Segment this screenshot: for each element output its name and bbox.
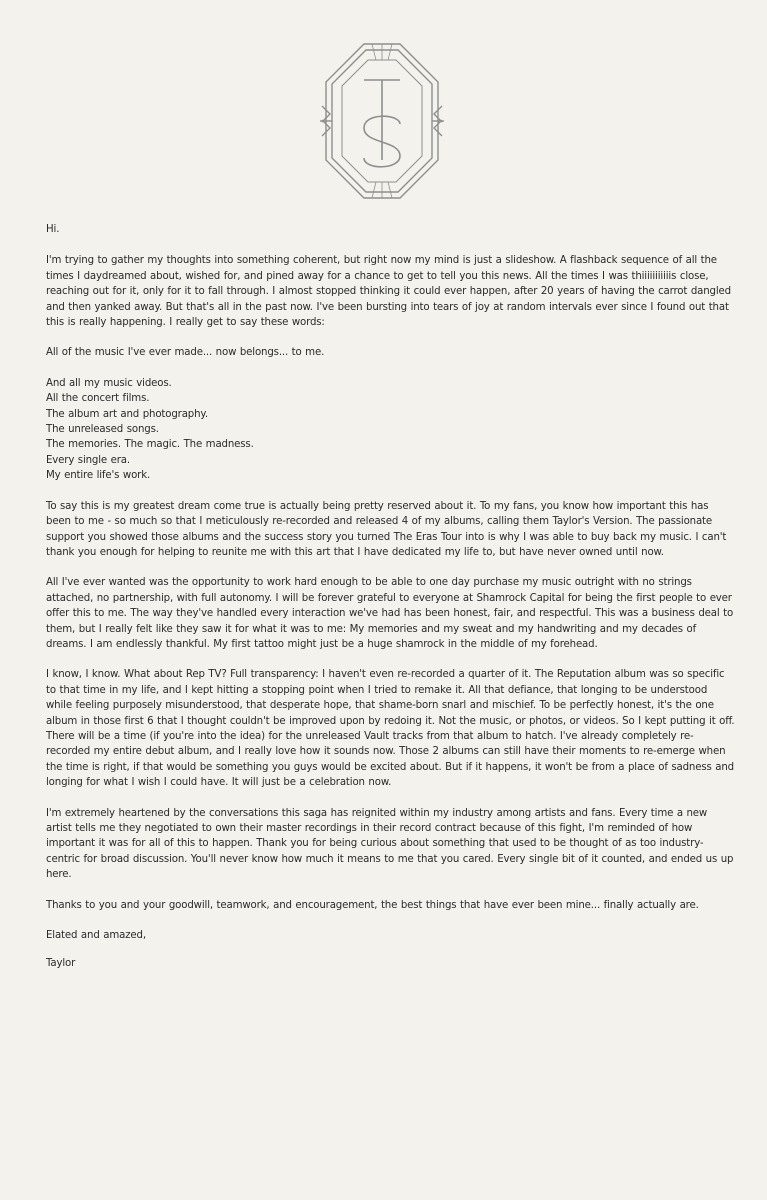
paragraph-1: I'm trying to gather my thoughts into something coherent, but right now my mind is just a slideshow. A flashback sequence of all the times I daydreamed about, wished for, and pined away for a chance to get to tell you this news. All the times I was thiiiiiiiiiiis close, reaching out for it, only for it to fall through. I almost stopped thinking it could ever happen, after 20 years of having the carrot dangled and then yanked away. But that's all in the past now. I've been bursting into tears of joy at random intervals ever since I found out that this is really happening. I really get to say these words: (46, 255, 731, 329)
list-item: The unreleased songs. (46, 424, 159, 436)
paragraph-4: All I've ever wanted was the opportunity to work hard enough to be able to one day purchase my music outright with no strings attached, no partnership, with full autonomy. I will be forever grateful to everyone at Shamrock Capital for being the first people to ever offer this to me. The way they've handled every interaction we've had has been honest, fair, and respectful. This was a business deal to them, but I really felt like they saw it for what it was to me: My memories and my sweat and my handwriting and my decades of dreams. I am endlessly thankful. My first tattoo might just be a huge shamrock in the middle of my forehead. (46, 577, 734, 650)
signature: Taylor (46, 958, 76, 970)
list-item: All the concert films. (46, 393, 150, 405)
paragraph-2: All of the music I've ever made... now belongs... to me. (46, 347, 325, 359)
paragraph-3: To say this is my greatest dream come true is actually being pretty reserved about it. To my fans, you know how important this has been to me - so much so that I meticulously re-recorded and released 4 of my albums, calling them Taylor's Version. The passionate support you showed those albums and the success story you turned The Eras Tour into is why I was able to buy back my music. I can't thank you enough for helping to reunite me with this art that I have dedicated my life to, but have never owned until now. (46, 500, 727, 558)
greeting: Hi. (46, 224, 60, 235)
owned-works-list (46, 376, 736, 484)
paragraph-7: Thanks to you and your goodwill, teamwork, and encouragement, the best things that have ever been mine... finally actually are. (46, 899, 699, 911)
list-item: The memories. The magic. The madness. (46, 439, 254, 451)
list-item: The album art and photography. (46, 408, 208, 420)
paragraph-6: I'm extremely heartened by the conversations this saga has reignited within my industry among artists and fans. Every time a new artist tells me they negotiated to own their master recordings in their record contract because of this fight, I'm reminded of how important it was for all of this to happen. Thank you for being curious about something that used to be thought of as too industry-centric for broad discussion. You'll never know how much it means to me that you cared. Every single bit of it counted, and ended us up here. (46, 807, 734, 881)
list-item: And all my music videos. (46, 377, 172, 389)
list-item: My entire life's work. (46, 470, 151, 482)
list-item: Every single era. (46, 454, 130, 466)
paragraph-5: I know, I know. What about Rep TV? Full transparency: I haven't even re-recorded a quarter of it. The Reputation album was so specific to that time in my life, and I kept hitting a stopping point when I tried to remake it. All that defiance, that longing to be understood while feeling purposely misunderstood, that desperate hope, that shame-born snarl and mischief. To be perfectly honest, it's the one album in those first 6 that I thought couldn't be improved upon by redoing it. Not the music, or photos, or videos. So I kept putting it off. There will be a time (if you're into the idea) for the unreleased Vault tracks from that album to hatch. I've already completely re-recorded my entire debut album, and I really love how it sounds now. Those 2 albums can still have their moments to re-emerge when the time is right, if that would be something you guys would be excited about. But if it happens, it won't be from a place of sadness and longing for what I wish I could have. It will just be a celebration now. (46, 669, 735, 789)
closing-line: Elated and amazed, (46, 930, 146, 942)
ts-monogram-logo (320, 40, 444, 202)
letter-body (46, 222, 736, 972)
